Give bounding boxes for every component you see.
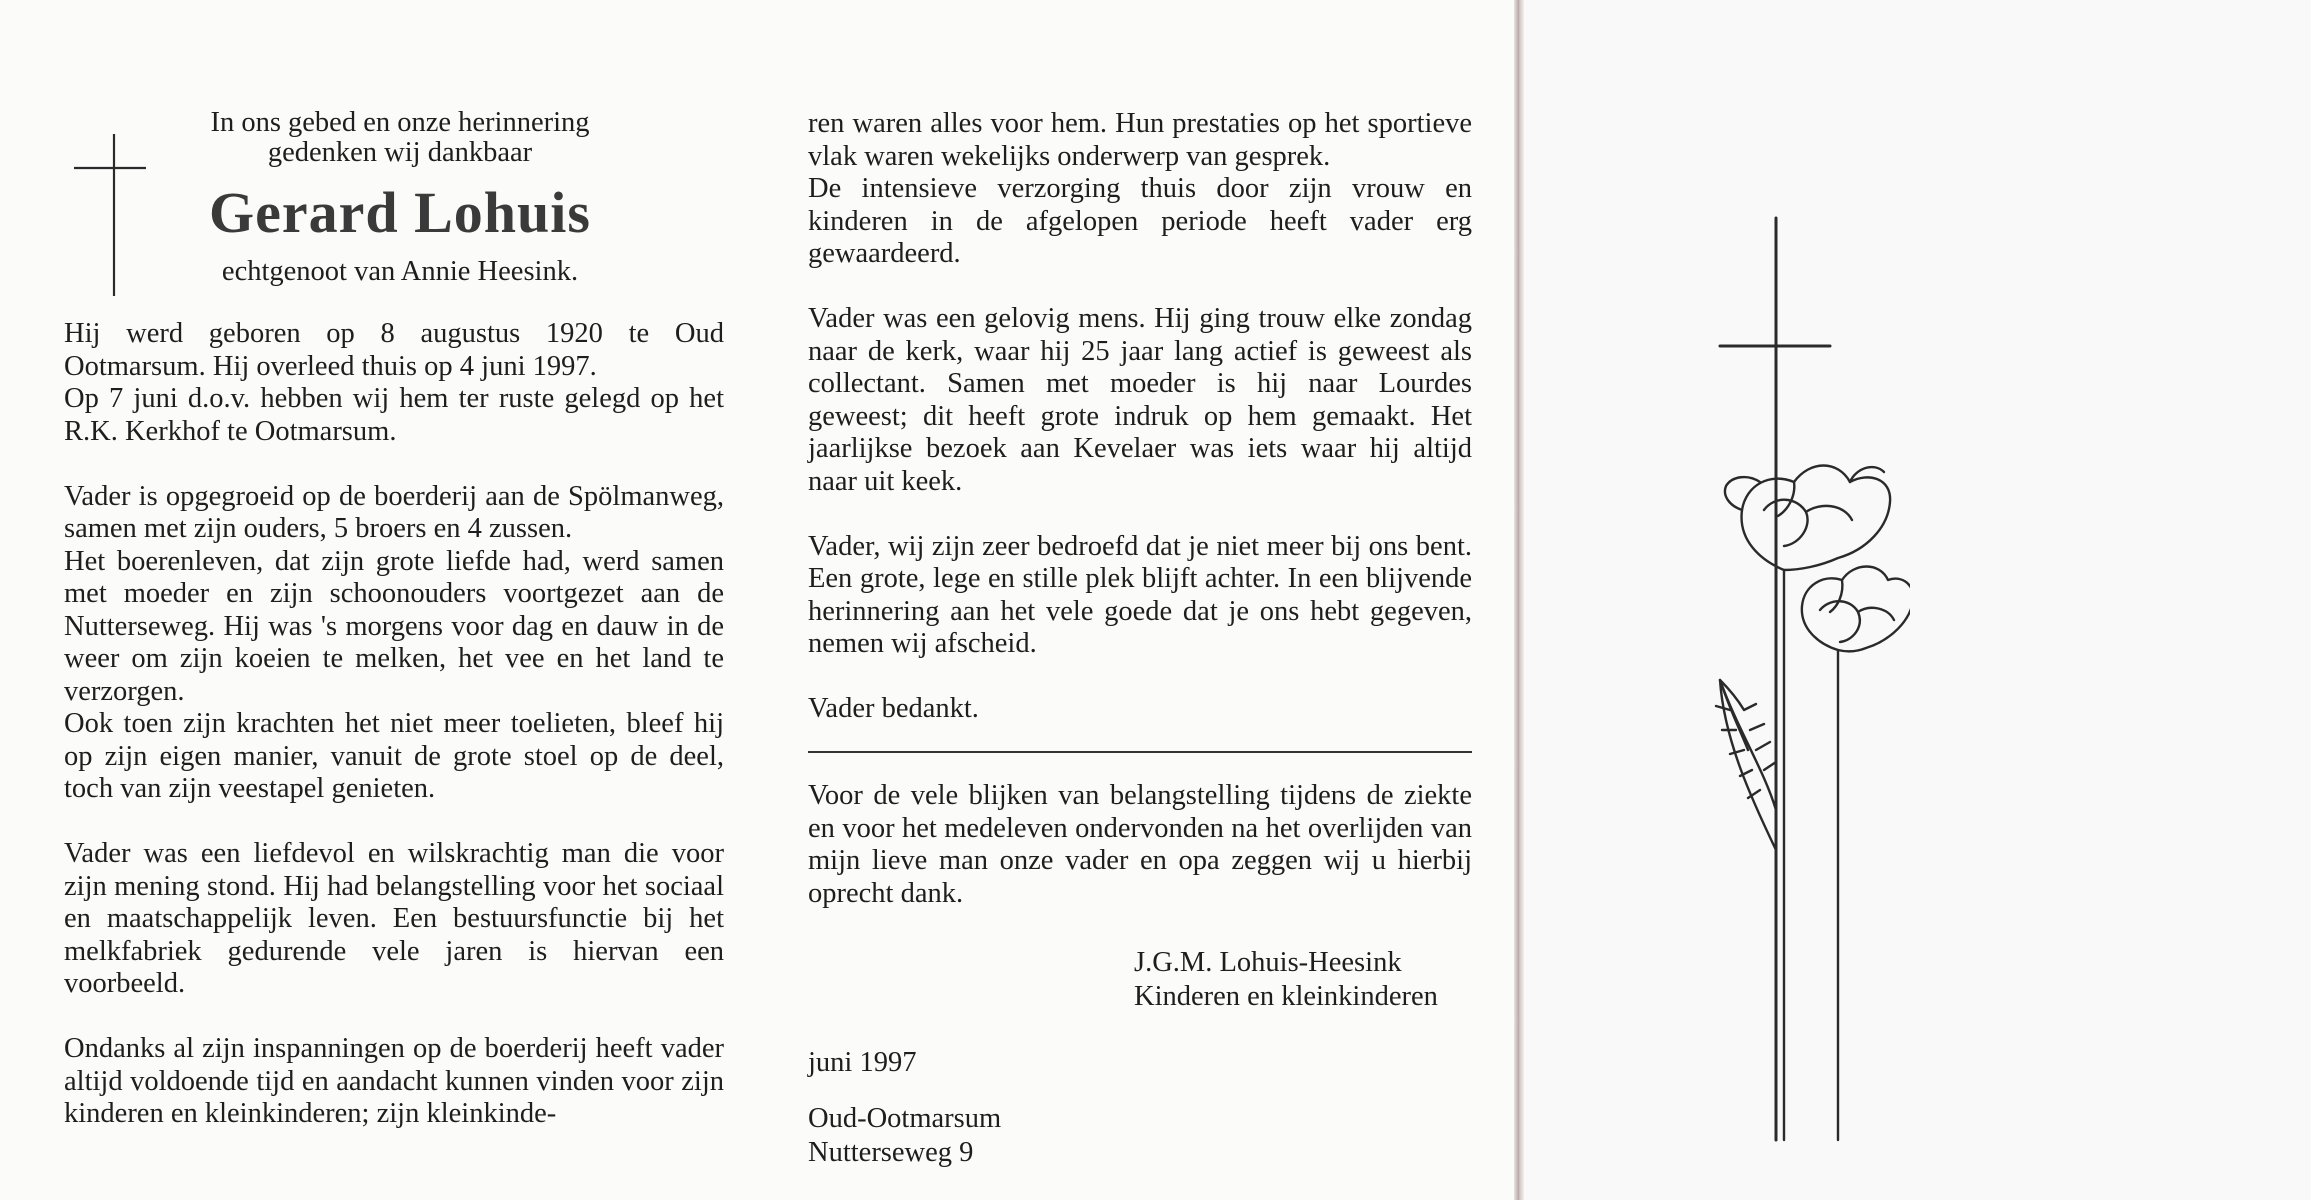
signature-family: Kinderen en kleinkinderen xyxy=(1134,981,1438,1012)
deceased-name: Gerard Lohuis xyxy=(209,180,591,245)
paragraph-birth: Hij werd geboren op 8 augustus 1920 te Oud Ootmarsum. Hij overleed thuis op 4 juni 1997. xyxy=(64,318,724,382)
acknowledgement-block xyxy=(808,780,1472,943)
card-fold xyxy=(1514,0,1524,1200)
spouse-line: echtgenoot van Annie Heesink. xyxy=(221,256,579,287)
paragraph-character: Vader was een liefdevol en wilskrachtig man die voor zijn mening stond. Hij had belangstelling voor het sociaal en maatschappelijk leven. Een bestuursfunctie bij het melkfabriek gedurende vele jaren is hiervan een voorbeeld. xyxy=(64,838,724,999)
acknowledgement-text: Voor de vele blijken van belangstelling tijdens de ziekte en voor het medeleven ondervonden na het overlijden van mijn lieve man onze vader en opa zeggen wij u hierbij oprecht dank. xyxy=(808,780,1472,909)
divider-rule xyxy=(808,751,1472,753)
paragraph-farewell: Vader, wij zijn zeer bedroefd dat je niet meer bij ons bent. Een grote, lege en stille plek blijft achter. In een blijvende herinnering aan het vele goede dat je ons hebt gegeven, nemen wij afscheid. xyxy=(808,530,1472,659)
paragraph-faith: Vader was een gelovig mens. Hij ging trouw elke zondag naar de kerk, waar hij 25 jaar lang actief is geweest als collectant. Samen met moeder is hij naar Lourdes geweest; dit heeft grote indruk op hem gemaakt. Het jaarlijkse bezoek aan Kevelaer was iets waar hij altijd naar uit keek. xyxy=(808,303,1472,497)
signature-block xyxy=(1134,946,1474,1014)
place-date-block xyxy=(808,1046,1001,1170)
paragraph-thanks-father: Vader bedankt. xyxy=(808,693,979,724)
cross-with-poppies-icon xyxy=(1660,210,1910,1160)
paragraph-farm-life: Het boerenleven, dat zijn grote liefde had, werd samen met moeder en zijn schoonouders voortgezet aan de Nutterseweg. Hij was 's morgens voor dag en dauw in de weer om zijn koeien te melken, het vee en het land te verzorgen. xyxy=(64,545,724,707)
intro-line-1: In ons gebed en onze herinnering xyxy=(210,107,590,138)
paragraph-grandchildren: ren waren alles voor hem. Hun prestaties op het sportieve vlak waren wekelijks onderwerp van gesprek. xyxy=(808,108,1472,172)
date-line: juni 1997 xyxy=(808,1047,917,1078)
cross-icon xyxy=(70,130,150,300)
paragraph-family: Ondanks al zijn inspanningen op de boerderij heeft vader altijd voldoende tijd en aandacht kunnen vinden voor zijn kinderen en kleinkinderen; zijn kleinkinde- xyxy=(64,1033,724,1129)
right-text-column xyxy=(808,108,1472,758)
town-line: Oud-Ootmarsum xyxy=(808,1103,1002,1134)
signature-name: J.G.M. Lohuis-Heesink xyxy=(1134,947,1402,978)
paragraph-later-years: Ook toen zijn krachten het niet meer toelieten, bleef hij op zijn eigen manier, vanuit de grote stoel op de deel, toch van zijn veestapel genieten. xyxy=(64,708,724,804)
paragraph-care: De intensieve verzorging thuis door zijn vrouw en kinderen in de afgelopen periode heeft vader erg gewaardeerd. xyxy=(808,173,1472,269)
right-leaf xyxy=(1524,0,2311,1200)
left-text-column xyxy=(64,318,724,1163)
street-line: Nutterseweg 9 xyxy=(808,1137,974,1168)
intro-line-2: gedenken wij dankbaar xyxy=(267,137,533,168)
memorial-heading xyxy=(150,108,650,288)
paragraph-youth: Vader is opgegroeid op de boerderij aan de Spölmanweg, samen met zijn ouders, 5 broers en 4 zussen. xyxy=(64,480,724,544)
paragraph-burial: Op 7 juni d.o.v. hebben wij hem ter ruste gelegd op het R.K. Kerkhof te Ootmarsum. xyxy=(64,383,724,447)
